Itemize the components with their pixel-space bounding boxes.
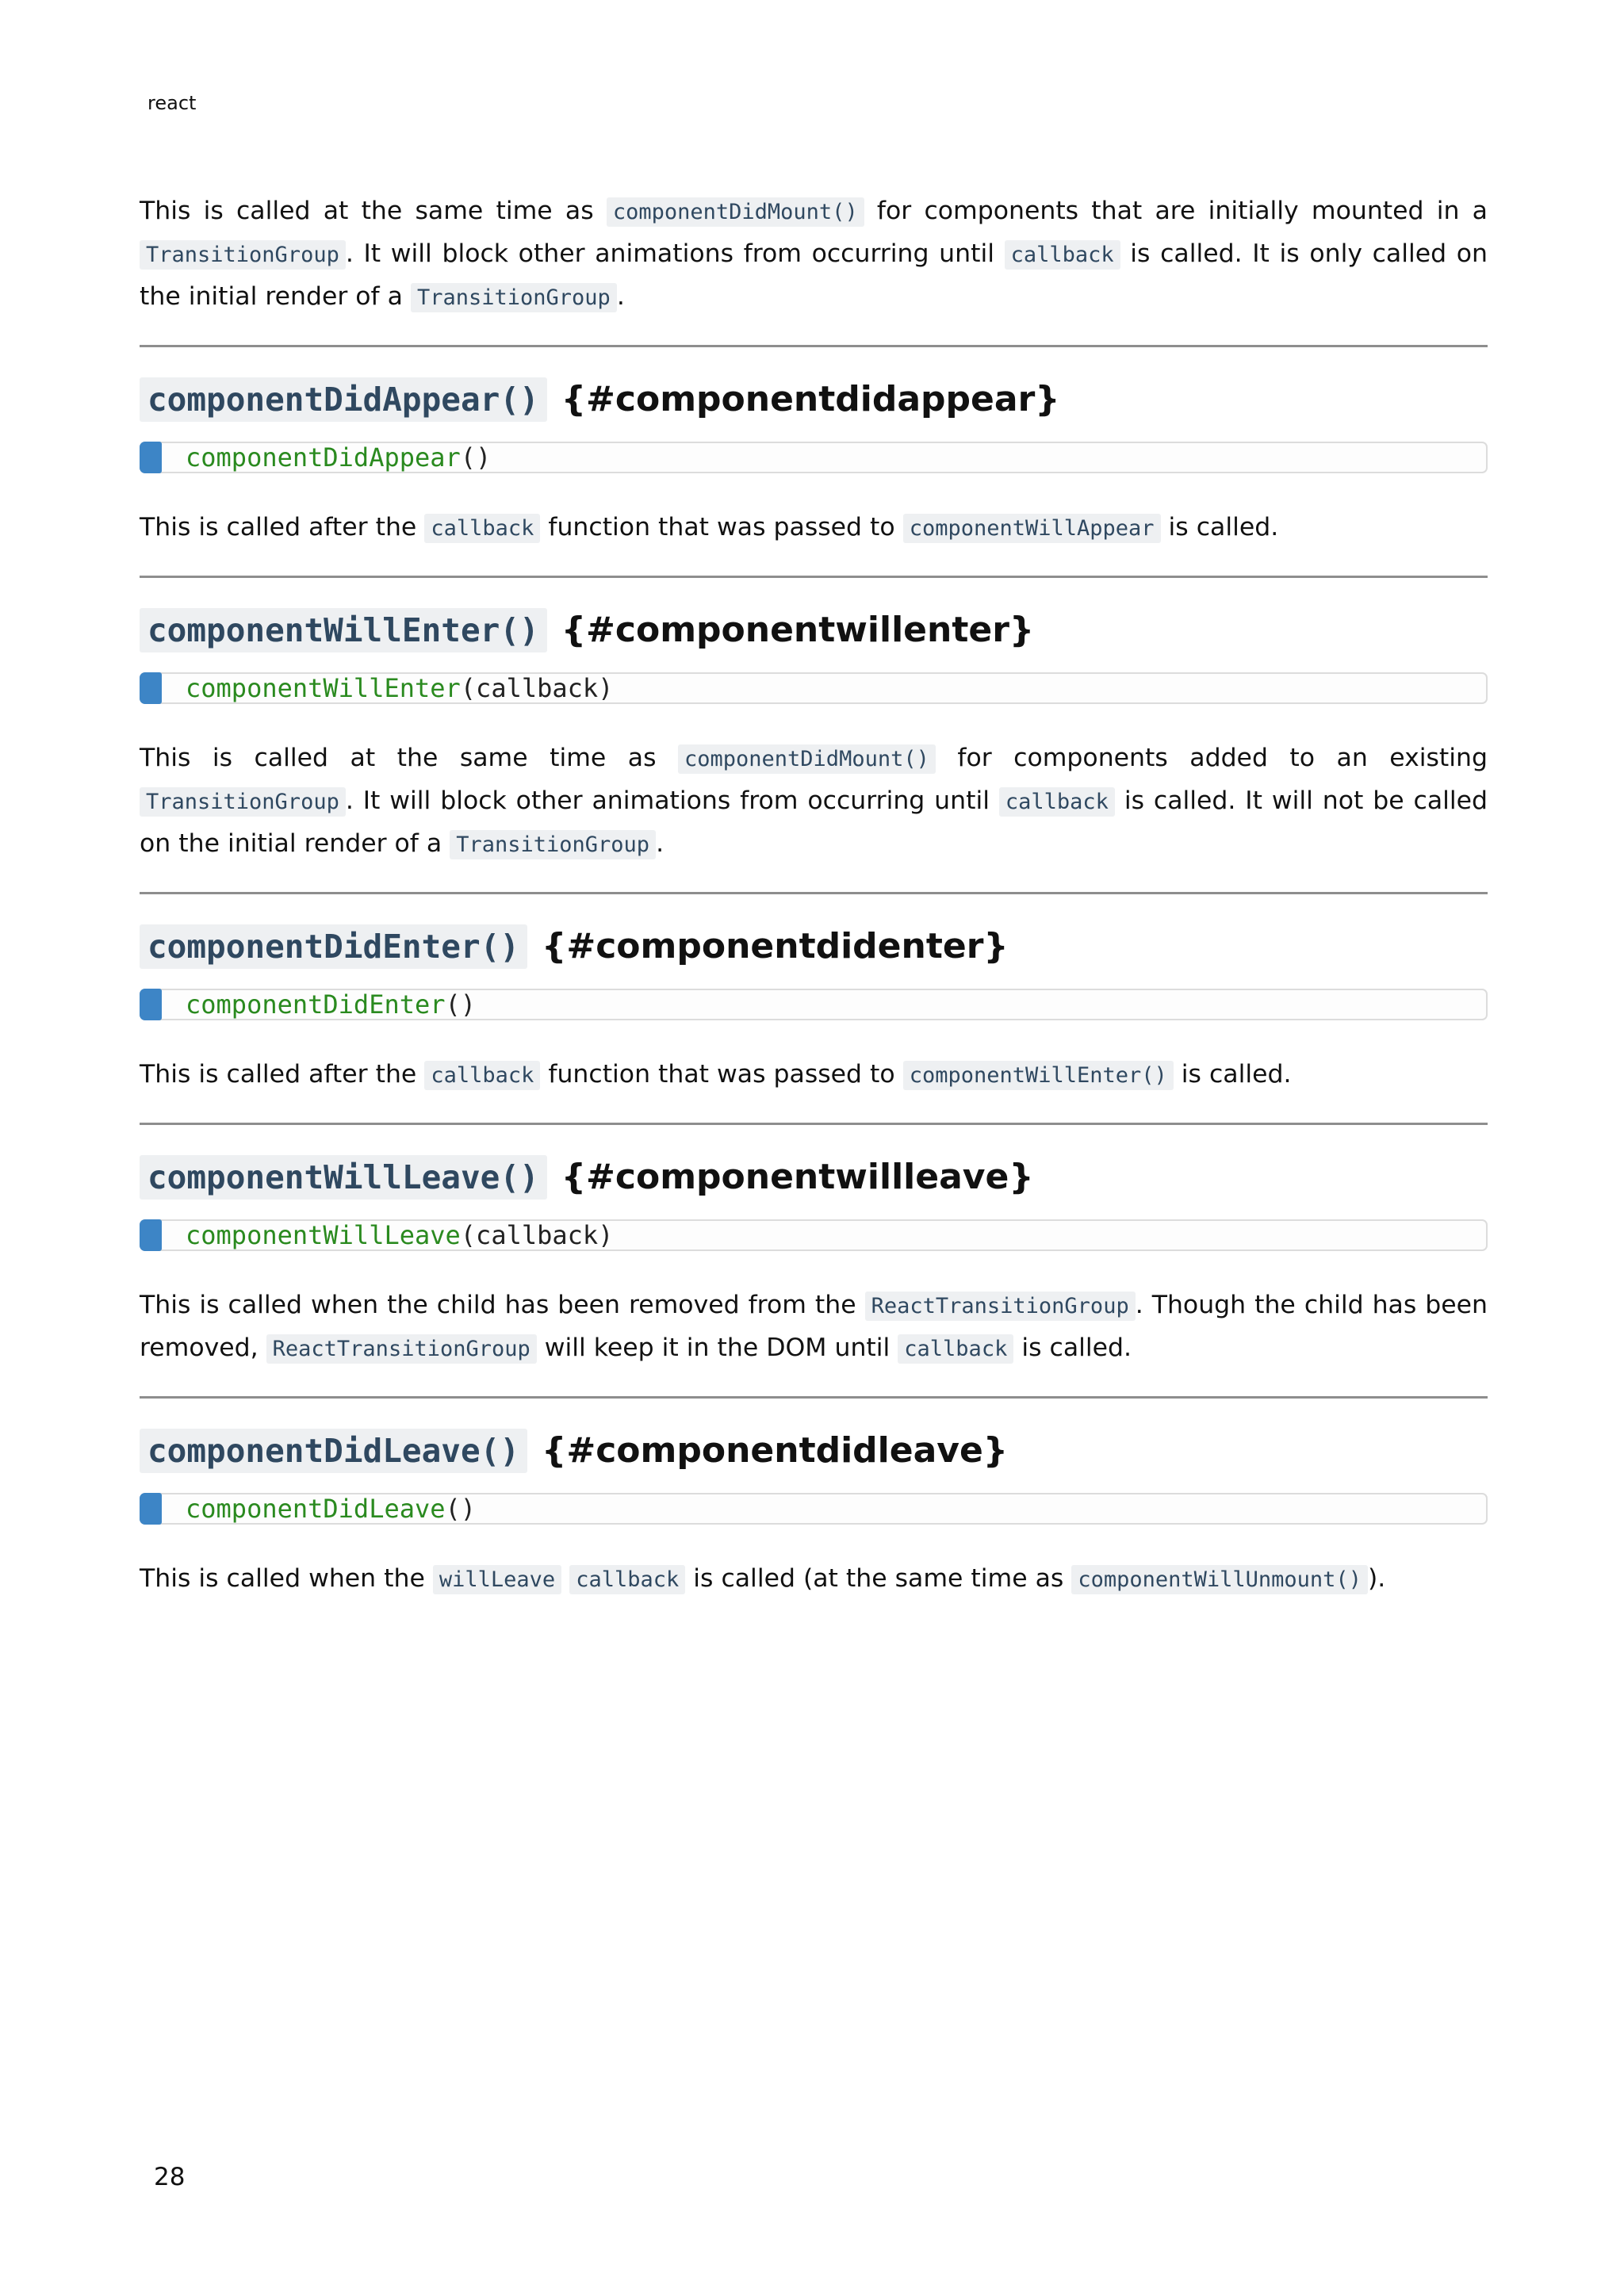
running-header: react [147,92,197,114]
text: . Though the child has been removed, [140,1291,1488,1362]
text: is called. [1013,1334,1132,1362]
inline-code: callback [424,514,540,543]
text: This is called when the [140,1564,433,1593]
signature-code-block [140,672,1488,704]
text: function that was passed to [540,1060,903,1089]
code-block-marker [140,989,162,1020]
intro-paragraph [140,190,1488,319]
section-description [140,1284,1488,1370]
text: is called. It will not be called on the initial render of a [140,786,1488,858]
inline-code: callback [1005,240,1120,270]
function-name: componentDidEnter [186,989,446,1020]
inline-code: TransitionGroup [140,240,346,270]
signature-line [186,1220,613,1250]
section-divider [140,892,1488,894]
inline-code: TransitionGroup [411,283,617,312]
text: This is called when the child has been removed from the [140,1291,865,1319]
signature-code-block [140,1493,1488,1525]
inline-code: TransitionGroup [140,787,346,817]
page-content [140,190,1488,1601]
section-description [140,507,1488,549]
text: . [616,282,625,311]
function-name: componentDidLeave [186,1494,446,1524]
inline-code: callback [424,1061,540,1090]
inline-code: componentWillAppear [903,514,1161,543]
inline-code: ReactTransitionGroup [266,1334,537,1364]
heading-code: componentDidEnter() [140,924,527,969]
signature-code-block [140,989,1488,1020]
heading-anchor: {#componentwillenter} [561,610,1035,650]
inline-code: TransitionGroup [450,830,656,859]
text: This is called after the [140,513,425,541]
page-number: 28 [154,2163,186,2191]
text: for components that are initially mounted in a [864,197,1488,225]
inline-code: willLeave [433,1565,561,1594]
text: for components added to an existing [935,744,1488,772]
code-block-marker [140,442,162,473]
inline-code: callback [898,1334,1013,1364]
heading-code: componentDidAppear() [140,377,547,422]
text: is called. [1160,513,1279,541]
section-divider [140,1123,1488,1125]
signature-line [186,673,613,703]
text: is called. It is only called on the initial render of a [140,239,1488,311]
section-heading [140,1152,1488,1203]
text: This is called at the same time as [140,197,607,225]
text: This is called at the same time as [140,744,678,772]
function-name: componentDidAppear [186,442,461,473]
function-args: () [460,442,492,473]
text: will keep it in the DOM until [536,1334,898,1362]
section-divider [140,1396,1488,1399]
text [561,1564,569,1593]
section-heading [140,374,1488,425]
text: is called (at the same time as [685,1564,1072,1593]
text: function that was passed to [540,513,903,541]
signature-line [186,442,491,473]
section-heading [140,921,1488,972]
section-description [140,737,1488,866]
section-heading [140,1425,1488,1476]
function-args: (callback) [460,1220,614,1250]
code-block-marker [140,1219,162,1251]
function-args: (callback) [460,673,614,703]
heading-anchor: {#componentdidappear} [561,379,1060,419]
function-args: () [445,989,477,1020]
inline-code: callback [569,1565,685,1594]
code-block-marker [140,672,162,704]
text: ). [1367,1564,1386,1593]
inline-code: ReactTransitionGroup [865,1292,1136,1321]
text: This is called after the [140,1060,425,1089]
signature-line [186,989,476,1020]
heading-anchor: {#componentdidenter} [542,926,1009,966]
heading-code: componentWillLeave() [140,1155,547,1200]
heading-code: componentDidLeave() [140,1429,527,1473]
text: . [656,829,665,858]
text: is called. [1173,1060,1292,1089]
signature-code-block [140,442,1488,473]
inline-code: componentWillEnter() [903,1061,1174,1090]
section-description [140,1558,1488,1601]
inline-code: componentWillUnmount() [1071,1565,1368,1594]
heading-code: componentWillEnter() [140,608,547,652]
signature-code-block [140,1219,1488,1251]
function-name: componentWillLeave [186,1220,461,1250]
inline-code: componentDidMount() [607,197,864,227]
section-divider [140,576,1488,578]
section-description [140,1054,1488,1096]
section-divider [140,345,1488,347]
function-name: componentWillEnter [186,673,461,703]
section-heading [140,605,1488,656]
code-block-marker [140,1493,162,1525]
heading-anchor: {#componentwillleave} [561,1157,1034,1197]
function-args: () [445,1494,477,1524]
text: . It will block other animations from occurring until [345,239,1005,268]
inline-code: callback [999,787,1115,817]
signature-line [186,1494,476,1524]
text: . It will block other animations from occurring until [345,786,999,815]
inline-code: componentDidMount() [678,744,936,774]
heading-anchor: {#componentdidleave} [542,1430,1009,1471]
